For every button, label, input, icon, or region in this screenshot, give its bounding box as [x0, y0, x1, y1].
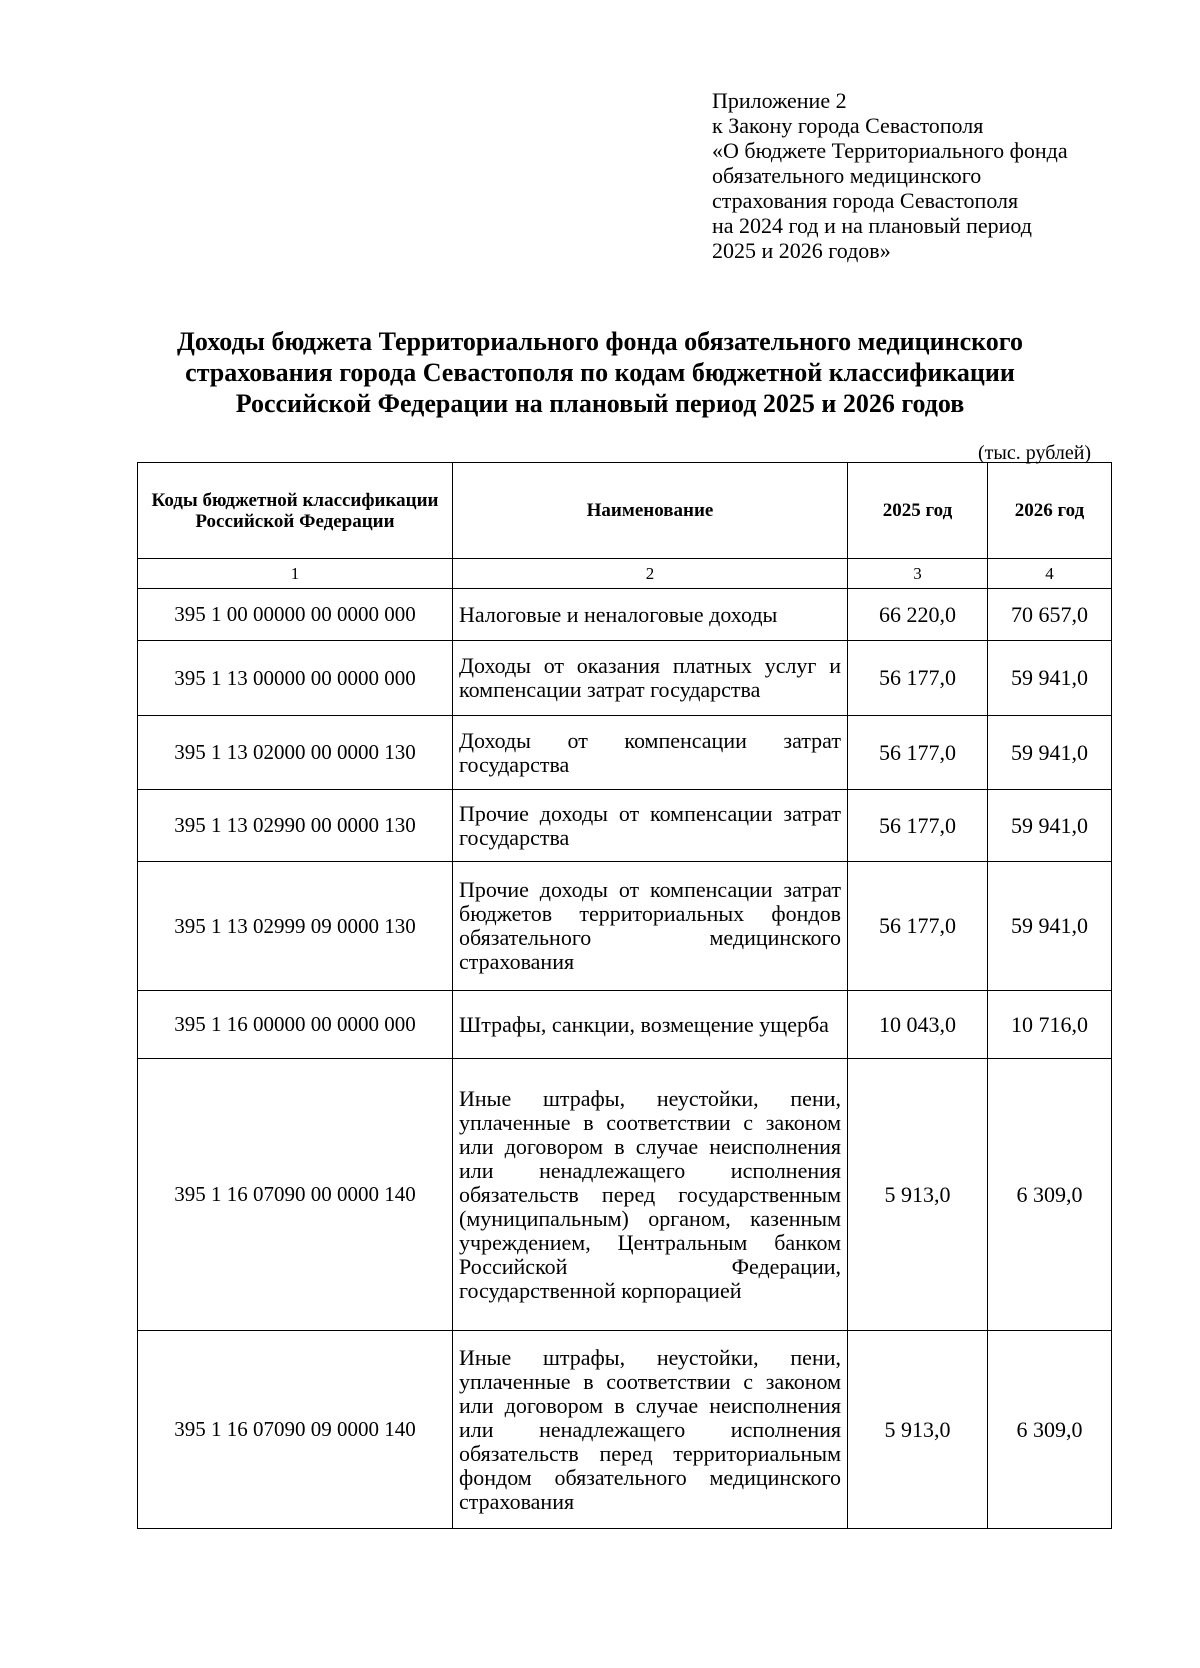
appendix-line: 2025 и 2026 годов» — [712, 238, 891, 263]
row-name: Прочие доходы от компенсации затрат государства — [453, 790, 848, 862]
row-2026: 6 309,0 — [988, 1059, 1112, 1331]
table-row — [138, 589, 1112, 641]
table-row — [138, 1331, 1112, 1529]
header-row — [138, 463, 1112, 559]
header-name: Наименование — [453, 463, 848, 559]
document-title — [100, 326, 1100, 419]
appendix-reference — [712, 88, 1068, 263]
table-row — [138, 862, 1112, 991]
header-2026: 2026 год — [988, 463, 1112, 559]
row-name: Иные штрафы, неустойки, пени, уплаченные в соответствии с законом или договором в случае неисполнения или ненадлежащего исполнения обязательств перед государственным (муниципальным) органом, казенным учреждением, Центральным банком Российской Федерации, государственной корпорацией — [453, 1059, 848, 1331]
row-name: Иные штрафы, неустойки, пени, уплаченные в соответствии с законом или договором в случае неисполнения или ненадлежащего исполнения обязательств перед территориальным фондом обязательного медицинского страхования — [453, 1331, 848, 1529]
row-2026: 59 941,0 — [988, 862, 1112, 991]
row-code: 395 1 16 07090 09 0000 140 — [138, 1331, 453, 1529]
row-2025: 5 913,0 — [848, 1331, 988, 1529]
row-name: Доходы от оказания платных услуг и компенсации затрат государства — [453, 641, 848, 716]
row-2026: 59 941,0 — [988, 716, 1112, 790]
appendix-line: Приложение 2 — [712, 88, 847, 113]
column-number: 4 — [988, 559, 1112, 589]
header-2025: 2025 год — [848, 463, 988, 559]
appendix-line: страхования города Севастополя — [712, 188, 1019, 213]
table-row — [138, 716, 1112, 790]
row-2025: 56 177,0 — [848, 716, 988, 790]
table-row — [138, 1059, 1112, 1331]
row-name: Налоговые и неналоговые доходы — [453, 589, 848, 641]
appendix-line: к Закону города Севастополя — [712, 113, 984, 138]
row-2026: 70 657,0 — [988, 589, 1112, 641]
title-line: страхования города Севастополя по кодам бюджетной классификации — [185, 358, 1015, 387]
row-code: 395 1 13 02999 09 0000 130 — [138, 862, 453, 991]
row-code: 395 1 16 07090 00 0000 140 — [138, 1059, 453, 1331]
row-2025: 10 043,0 — [848, 991, 988, 1059]
column-number: 2 — [453, 559, 848, 589]
row-name: Штрафы, санкции, возмещение ущерба — [453, 991, 848, 1059]
column-number: 1 — [138, 559, 453, 589]
row-name: Доходы от компенсации затрат государства — [453, 716, 848, 790]
title-line: Доходы бюджета Территориального фонда обязательного медицинского — [177, 327, 1023, 356]
row-code: 395 1 13 00000 00 0000 000 — [138, 641, 453, 716]
row-2026: 10 716,0 — [988, 991, 1112, 1059]
row-2026: 59 941,0 — [988, 641, 1112, 716]
row-2025: 66 220,0 — [848, 589, 988, 641]
row-2026: 59 941,0 — [988, 790, 1112, 862]
table-row — [138, 790, 1112, 862]
row-code: 395 1 13 02990 00 0000 130 — [138, 790, 453, 862]
column-number: 3 — [848, 559, 988, 589]
column-number-row — [138, 559, 1112, 589]
row-2025: 5 913,0 — [848, 1059, 988, 1331]
row-code: 395 1 13 02000 00 0000 130 — [138, 716, 453, 790]
row-2025: 56 177,0 — [848, 862, 988, 991]
table-row — [138, 641, 1112, 716]
row-2025: 56 177,0 — [848, 641, 988, 716]
units-label: (тыс. рублей) — [978, 442, 1092, 464]
appendix-line: на 2024 год и на плановый период — [712, 213, 1032, 238]
appendix-line: «О бюджете Территориального фонда — [712, 138, 1068, 163]
header-code: Коды бюджетной классификации Российской Федерации — [138, 463, 453, 559]
revenue-table — [137, 462, 1112, 1529]
row-name: Прочие доходы от компенсации затрат бюджетов территориальных фондов обязательного медицинского страхования — [453, 862, 848, 991]
row-code: 395 1 00 00000 00 0000 000 — [138, 589, 453, 641]
row-2026: 6 309,0 — [988, 1331, 1112, 1529]
row-2025: 56 177,0 — [848, 790, 988, 862]
table-row — [138, 991, 1112, 1059]
appendix-line: обязательного медицинского — [712, 163, 982, 188]
title-line: Российской Федерации на плановый период 2025 и 2026 годов — [235, 389, 965, 418]
row-code: 395 1 16 00000 00 0000 000 — [138, 991, 453, 1059]
